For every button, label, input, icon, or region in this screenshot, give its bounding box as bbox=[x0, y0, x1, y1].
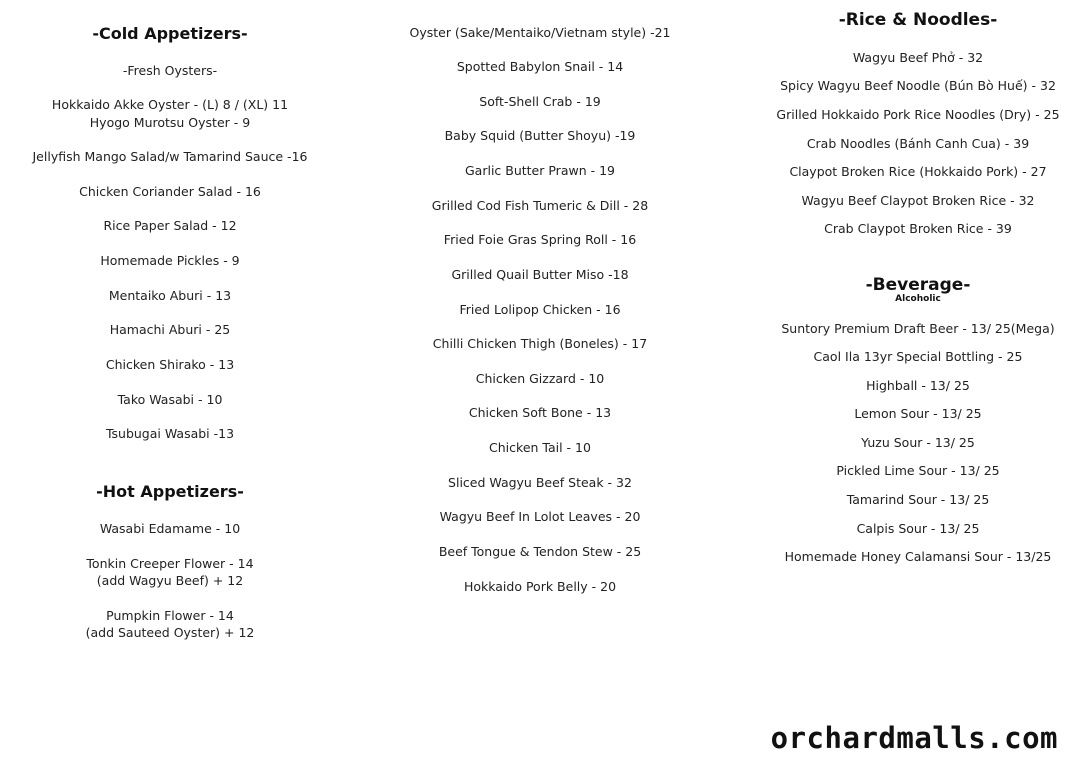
menu-item: Chilli Chicken Thigh (Boneles) - 17 bbox=[432, 336, 648, 351]
menu-item: Pumpkin Flower - 14 bbox=[106, 608, 234, 623]
rice-noodles-heading: -Rice & Noodles- bbox=[838, 10, 998, 30]
menu-item: (add Sauteed Oyster) + 12 bbox=[85, 625, 255, 640]
cold-appetizers-heading: -Cold Appetizers- bbox=[92, 24, 248, 43]
menu-item: Wagyu Beef Claypot Broken Rice - 32 bbox=[801, 193, 1035, 208]
menu-item: -Fresh Oysters- bbox=[122, 63, 218, 78]
menu-item: Chicken Coriander Salad - 16 bbox=[79, 184, 261, 199]
menu-item: Yuzu Sour - 13/ 25 bbox=[861, 435, 975, 450]
menu-item: Chicken Tail - 10 bbox=[489, 440, 591, 455]
hot-appetizers-heading: -Hot Appetizers- bbox=[96, 482, 244, 501]
menu-item: Grilled Quail Butter Miso -18 bbox=[451, 267, 629, 282]
menu-item: Spicy Wagyu Beef Noodle (Bún Bò Huế) - 32 bbox=[780, 78, 1056, 93]
menu-item: Calpis Sour - 13/ 25 bbox=[856, 521, 980, 536]
menu-item: Fried Foie Gras Spring Roll - 16 bbox=[443, 232, 637, 247]
menu-item: Hokkaido Pork Belly - 20 bbox=[463, 579, 617, 594]
menu-item: Pickled Lime Sour - 13/ 25 bbox=[836, 463, 1000, 478]
menu-item: Spotted Babylon Snail - 14 bbox=[456, 59, 624, 74]
menu-item: Hyogo Murotsu Oyster - 9 bbox=[89, 115, 251, 130]
menu-item: Chicken Shirako - 13 bbox=[105, 357, 235, 372]
menu-item: Homemade Pickles - 9 bbox=[100, 253, 240, 268]
menu-item: Hokkaido Akke Oyster - (L) 8 / (XL) 11 bbox=[51, 97, 289, 112]
menu-item: Fried Lolipop Chicken - 16 bbox=[459, 302, 621, 317]
menu-item: Wagyu Beef Phở - 32 bbox=[852, 50, 984, 65]
beverage-heading: -Beverage- bbox=[865, 275, 971, 295]
menu-item: Soft-Shell Crab - 19 bbox=[479, 94, 601, 109]
menu-item: Rice Paper Salad - 12 bbox=[103, 218, 237, 233]
menu-item: Crab Claypot Broken Rice - 39 bbox=[824, 221, 1012, 236]
menu-item: Tsubugai Wasabi -13 bbox=[105, 426, 235, 441]
menu-item: Hamachi Aburi - 25 bbox=[109, 322, 231, 337]
menu-item: Wagyu Beef In Lolot Leaves - 20 bbox=[439, 509, 641, 524]
menu-item: (add Wagyu Beef) + 12 bbox=[96, 573, 244, 588]
menu-item: Jellyfish Mango Salad/w Tamarind Sauce -16 bbox=[32, 149, 308, 164]
beverage-subheading: Alcoholic bbox=[895, 294, 941, 304]
menu-item: Mentaiko Aburi - 13 bbox=[108, 288, 232, 303]
menu-item: Sliced Wagyu Beef Steak - 32 bbox=[448, 475, 632, 490]
menu-item: Grilled Cod Fish Tumeric & Dill - 28 bbox=[431, 198, 649, 213]
menu-item: Oyster (Sake/Mentaiko/Vietnam style) -21 bbox=[409, 25, 671, 40]
menu-item: Beef Tongue & Tendon Stew - 25 bbox=[438, 544, 642, 559]
menu-item: Homemade Honey Calamansi Sour - 13/25 bbox=[784, 549, 1052, 564]
menu-item: Tako Wasabi - 10 bbox=[117, 392, 223, 407]
menu-item: Tamarind Sour - 13/ 25 bbox=[846, 492, 990, 507]
menu-item: Chicken Gizzard - 10 bbox=[475, 371, 605, 386]
menu-item: Suntory Premium Draft Beer - 13/ 25(Mega) bbox=[781, 321, 1055, 336]
menu-item: Wasabi Edamame - 10 bbox=[99, 521, 241, 536]
menu-item: Lemon Sour - 13/ 25 bbox=[854, 406, 982, 421]
menu-item: Baby Squid (Butter Shoyu) -19 bbox=[444, 128, 636, 143]
menu-item: Chicken Soft Bone - 13 bbox=[468, 405, 612, 420]
menu-item: Garlic Butter Prawn - 19 bbox=[464, 163, 615, 178]
menu-item: Tonkin Creeper Flower - 14 bbox=[86, 556, 254, 571]
menu-item: Grilled Hokkaido Pork Rice Noodles (Dry) - 25 bbox=[776, 107, 1060, 122]
menu-item: Highball - 13/ 25 bbox=[866, 378, 970, 393]
menu-item: Claypot Broken Rice (Hokkaido Pork) - 27 bbox=[789, 164, 1047, 179]
menu-item: Crab Noodles (Bánh Canh Cua) - 39 bbox=[806, 136, 1030, 151]
menu-item: Caol Ila 13yr Special Bottling - 25 bbox=[813, 349, 1023, 364]
watermark-text: orchardmalls.com bbox=[770, 721, 1058, 755]
